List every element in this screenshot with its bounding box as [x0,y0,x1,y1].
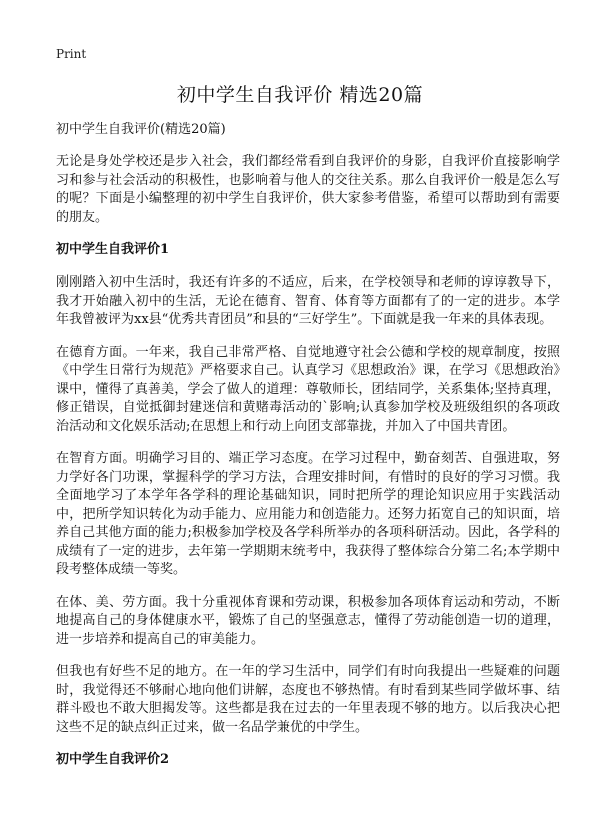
page-title: 初中学生自我评价 精选20篇 [176,84,424,106]
section-heading-2: 初中学生自我评价2 [56,752,170,767]
section1-paragraph: 在体、美、劳方面。我十分重视体育课和劳动课，积极参加各项体育运动和劳动，不断地提高自己的身体健康水平，锻炼了自己的坚强意志，懂得了劳动能创造一切的道理，进一步培养和提高自己的审美能力。 [56,594,560,647]
section1-paragraph: 在智育方面。明确学习目的、端正学习态度。在学习过程中，勤奋刻苦、自强进取，努力学好各门功课，掌握科学的学习方法，合理安排时间，有惜时的良好的学习习惯。我全面地学习了本学年各学科的理论基础知识，同时把所学的理论知识应用于实践活动中，把所学知识转化为动手能力、应用能力和创造能力。还努力拓宽自己的知识面，培养自己其他方面的能力;积极参加学校及各学科所举办的各项科研活动。因此，各学科的成绩有了一定的进步，去年第一学期期末统考中，我获得了整体综合分第二名;本学期中段考整体成绩一等奖。 [56,451,560,577]
intro-paragraph: 无论是身处学校还是步入社会，我们都经常看到自我评价的身影，自我评价直接影响学习和参与社会活动的积极性，也影响着与他人的交往关系。那么自我评价一般是怎么写的呢？下面是小编整理的初中学生自我评价，供大家参考借鉴，希望可以帮助到有需要的朋友。 [56,154,560,225]
section-heading-1: 初中学生自我评价1 [56,242,170,257]
section1-paragraph: 刚刚踏入初中生活时，我还有许多的不适应，后来，在学校领导和老师的谆谆教导下，我才开始融入初中的生活，无论在德育、智育、体育等方面都有了的一定的进步。本学年我曾被评为xx县“优秀共青团员”和县的“三好学生”。下面就是我一年来的具体表现。 [56,275,560,327]
article-body [56,121,560,784]
section1-paragraph: 在德育方面。一年来，我自己非常严格、自觉地遵守社会公德和学校的规章制度，按照《中学生日常行为规范》严格要求自己。认真学习《思想政治》课，在学习《思想政治》课中，懂得了真善美，学会了做人的道理：尊敬师长，团结同学，关系集体;坚持真理，修正错误，自觉抵御封建迷信和黄赌毒活动的`影响;认真参加学校及班级组织的各项政治活动和文化娱乐活动;在思想上和行动上向团支部靠拢，并加入了中国共青团。 [56,344,560,434]
section1-paragraph: 但我也有好些不足的地方。在一年的学习生活中，同学们有时向我提出一些疑难的问题时，我觉得还不够耐心地向他们讲解，态度也不够热情。有时看到某些同学做坏事、结群斗殴也不敢大胆揭发等。这些都是我在过去的一年里表现不够的地方。以后我决心把这些不足的缺点纠正过来，做一名品学兼优的中学生。 [56,664,560,735]
article-subtitle: 初中学生自我评价(精选20篇) [56,122,226,137]
print-link[interactable]: Print [56,47,87,61]
